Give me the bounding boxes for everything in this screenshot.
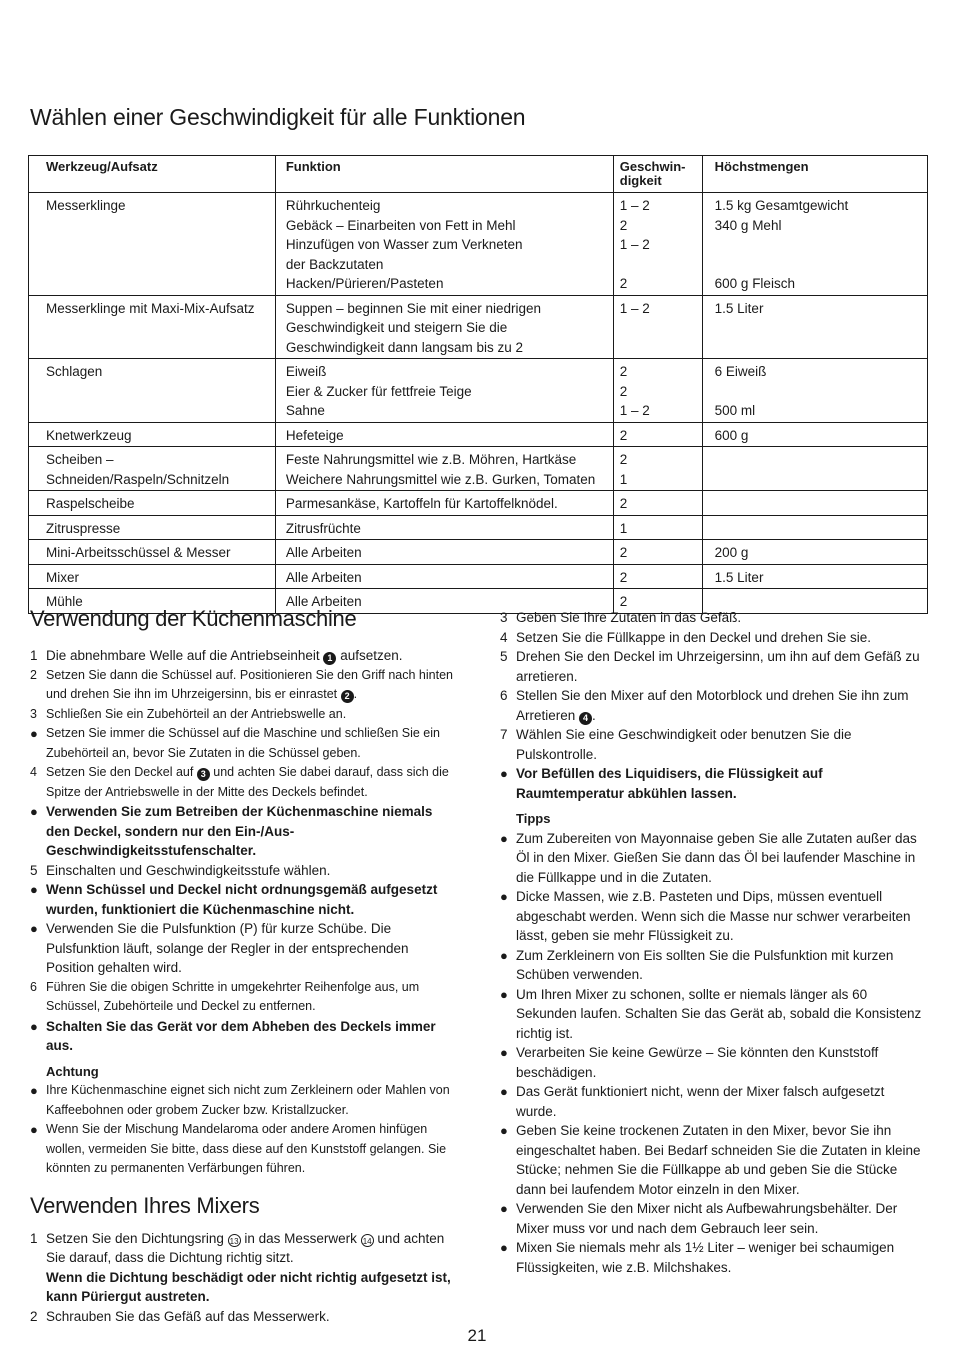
table-header-row bbox=[29, 156, 928, 193]
cell-line: Suppen – beginnen Sie mit einer niedrigen bbox=[285, 300, 542, 316]
cell-line: 2 bbox=[619, 496, 628, 511]
cell-line: Zitrusfrüchte bbox=[285, 520, 361, 536]
bullet-icon: ● bbox=[30, 921, 38, 936]
bullet-icon: ● bbox=[500, 947, 508, 963]
cell-line: Parmesankäse, Kartoffeln für Kartoffelknödel. bbox=[285, 496, 558, 511]
step-text: Schalten Sie das Gerät vor dem Abheben des Deckels immer aus. bbox=[46, 1018, 436, 1053]
cell-max bbox=[702, 422, 927, 447]
cell-line: 1 – 2 bbox=[619, 300, 650, 316]
cell-max bbox=[702, 193, 927, 296]
page-number: 21 bbox=[467, 1326, 487, 1345]
list-item bbox=[30, 880, 460, 919]
cell-tool bbox=[29, 295, 276, 359]
list-item bbox=[30, 1307, 460, 1327]
cell-tool bbox=[29, 540, 276, 565]
cell-speed bbox=[613, 564, 702, 589]
cell-line: 200 g bbox=[714, 545, 749, 560]
part-4-icon: 4 bbox=[579, 712, 592, 725]
cell-line: Mini-Arbeitsschüssel & Messer bbox=[46, 545, 231, 560]
cell-line: 1.5 Liter bbox=[714, 300, 764, 316]
table-row bbox=[29, 491, 928, 516]
step-text: Führen Sie die obigen Schritte in umgekehrter Reihenfolge aus, um Schüssel, Zubehörteile und Deckel zu entfernen. bbox=[46, 979, 420, 1013]
list-item bbox=[30, 705, 460, 725]
cell-line: Gebäck – Einarbeiten von Fett in Mehl bbox=[285, 217, 516, 233]
cell-speed bbox=[613, 447, 702, 491]
step-text: Drehen Sie den Deckel im Uhrzeigersinn, um ihn auf dem Gefäß zu arretieren. bbox=[516, 649, 920, 684]
cell-line: 600 g Fleisch bbox=[714, 276, 795, 291]
cell-line: Sahne bbox=[285, 403, 325, 418]
step-number: 3 bbox=[500, 610, 508, 625]
cell-line: Alle Arbeiten bbox=[285, 569, 362, 585]
header-tool: Werkzeug/Aufsatz bbox=[29, 156, 276, 193]
cell-line bbox=[715, 235, 921, 255]
step-text: Um Ihren Mixer zu schonen, sollte er niemals länger als 60 Sekunden laufen. Schalten Sie das Gerät ab, sobald die Konsistenz richtig ist. bbox=[516, 986, 922, 1041]
cell-line: Zitruspresse bbox=[46, 520, 121, 536]
cell-line: Geschwindigkeit dann langsam bis zu 2 bbox=[285, 339, 523, 355]
cell-speed bbox=[613, 540, 702, 565]
step-text: Stellen Sie den Mixer auf den Motorblock und drehen Sie ihn zum Arretieren bbox=[516, 688, 909, 723]
step-text: und achten Sie dabei darauf, dass sich die Spitze der Antriebswelle in der Mitte des Deckels befindet. bbox=[46, 765, 449, 799]
step-text: Ihre Küchenmaschine eignet sich nicht zum Zerkleinern oder Mahlen von Kaffeebohnen oder grobem Zucker bzw. Kristallzucker. bbox=[46, 1083, 450, 1117]
cell-line bbox=[715, 382, 921, 402]
cell-line: Messerklinge mit Maxi-Mix-Aufsatz bbox=[46, 300, 255, 316]
step-text: Setzen Sie die Füllkappe in den Deckel und drehen Sie sie. bbox=[516, 629, 871, 645]
left-column bbox=[30, 606, 460, 1326]
bullet-icon: ● bbox=[500, 1084, 508, 1099]
step-text: Geben Sie Ihre Zutaten in das Gefäß. bbox=[516, 610, 742, 625]
cell-function bbox=[275, 359, 613, 423]
cell-max bbox=[702, 564, 927, 589]
cell-line: Hefeteige bbox=[285, 427, 344, 443]
step-text: Wählen Sie eine Geschwindigkeit oder benutzen Sie die Pulskontrolle. bbox=[516, 727, 852, 762]
part-13-icon: 13 bbox=[228, 1234, 241, 1247]
list-item bbox=[500, 887, 928, 946]
cell-line: 2 bbox=[619, 452, 628, 467]
list-item bbox=[30, 646, 460, 666]
part-14-icon: 14 bbox=[361, 1234, 374, 1247]
cell-line: 2 bbox=[619, 217, 628, 233]
cell-max bbox=[702, 491, 927, 516]
cell-line: 6 Eiweiß bbox=[714, 364, 767, 379]
table-row bbox=[29, 422, 928, 447]
step-text: Geben Sie keine trockenen Zutaten in den Mixer, bevor Sie ihn eingeschaltet haben. Bei Bedarf schneiden Sie die Zutaten in kleine Stücke; nehmen Sie die Füllkappe ab und geben Sie die Stücke dann bei laufendem Motor einzeln in den Mixer. bbox=[516, 1123, 921, 1197]
bullet-icon: ● bbox=[500, 1201, 508, 1216]
section-heading-kitchen: Verwendung der Küchenmaschine bbox=[30, 606, 357, 631]
table-row bbox=[29, 447, 928, 491]
cell-line: 340 g Mehl bbox=[714, 217, 782, 233]
section-heading-mixer: Verwenden Ihres Mixers bbox=[30, 1192, 260, 1218]
step-text: Die abnehmbare Welle auf die Antriebseinheit bbox=[46, 648, 324, 663]
cell-line: der Backzutaten bbox=[285, 256, 384, 272]
step-number: 6 bbox=[30, 979, 37, 994]
step-text: . bbox=[353, 687, 358, 701]
cell-function bbox=[275, 540, 613, 565]
cell-line: Feste Nahrungsmittel wie z.B. Möhren, Hartkäse bbox=[285, 452, 577, 467]
cell-line: Rührkuchenteig bbox=[285, 198, 381, 213]
step-number: 2 bbox=[30, 667, 37, 682]
step-text: Das Gerät funktioniert nicht, wenn der Mixer falsch aufgesetzt wurde. bbox=[516, 1084, 885, 1119]
bullet-icon: ● bbox=[500, 889, 508, 904]
page-title: Wählen einer Geschwindigkeit für alle Funktionen bbox=[30, 104, 526, 130]
cell-speed bbox=[613, 422, 702, 447]
list-item bbox=[30, 724, 460, 763]
cell-line: 2 bbox=[619, 383, 628, 399]
cell-tool bbox=[29, 359, 276, 423]
cell-line: 1.5 kg Gesamtgewicht bbox=[714, 198, 849, 213]
bullet-icon: ● bbox=[30, 882, 38, 897]
cell-line: 2 bbox=[619, 594, 628, 609]
cell-max bbox=[702, 447, 927, 491]
list-item bbox=[500, 725, 928, 764]
step-text: Zum Zubereiten von Mayonnaise geben Sie alle Zutaten außer das Öl in den Mixer. Gießen Sie dann das Öl bei laufender Maschine in die Füllkappe und in die Zutaten. bbox=[516, 830, 917, 885]
list-item bbox=[30, 1229, 460, 1307]
list-item bbox=[500, 647, 928, 686]
cell-function bbox=[275, 515, 613, 540]
part-3-icon: 3 bbox=[197, 768, 210, 781]
list-item bbox=[500, 1238, 928, 1277]
step-text: Wenn Schüssel und Deckel nicht ordnungsgemäß aufgesetzt wurden, funktioniert die Küchenmaschine nicht. bbox=[46, 882, 438, 917]
cell-line: Alle Arbeiten bbox=[285, 545, 362, 560]
list-item bbox=[500, 1043, 928, 1082]
step-text: Dicke Massen, wie z.B. Pasteten und Dips, müssen eventuell abgeschabt werden. Wenn sich die Masse nur schwer verarbeiten lässt, geben sie mehr Flüssigkeit zu. bbox=[516, 889, 911, 943]
cell-line: Hacken/Pürieren/Pasteten bbox=[285, 276, 444, 291]
cell-speed bbox=[613, 491, 702, 516]
cell-line: 1.5 Liter bbox=[714, 569, 764, 585]
mixer-steps-right bbox=[500, 608, 928, 764]
step-text: in das Messerwerk bbox=[240, 1230, 361, 1246]
cell-line: Hinzufügen von Wasser zum Verkneten bbox=[285, 237, 523, 252]
bullet-icon: ● bbox=[30, 1122, 38, 1137]
part-1-icon: 1 bbox=[323, 652, 336, 665]
list-item bbox=[500, 985, 928, 1044]
cell-function bbox=[275, 422, 613, 447]
step-text: Zum Zerkleinern von Eis sollten Sie die Pulsfunktion mit kurzen Schüben verwenden. bbox=[516, 947, 894, 982]
table-row bbox=[29, 540, 928, 565]
step-text: Setzen Sie den Deckel auf bbox=[46, 765, 197, 779]
list-item bbox=[30, 802, 460, 861]
tips-heading: Tipps bbox=[516, 811, 551, 826]
bullet-icon: ● bbox=[500, 766, 508, 781]
tips-list bbox=[500, 829, 928, 1278]
table-body bbox=[29, 193, 928, 614]
table-row bbox=[29, 359, 928, 423]
list-item bbox=[30, 919, 460, 978]
step-number: 1 bbox=[30, 648, 38, 663]
cell-speed bbox=[613, 193, 702, 296]
bullet-icon: ● bbox=[30, 1018, 38, 1034]
cell-line: Alle Arbeiten bbox=[285, 594, 362, 609]
mixer-steps-left bbox=[30, 1229, 460, 1327]
list-item bbox=[500, 628, 928, 648]
cell-line: Messerklinge bbox=[46, 198, 126, 213]
bullet-icon: ● bbox=[30, 804, 38, 819]
cell-line: 2 bbox=[619, 427, 628, 443]
bullet-icon: ● bbox=[500, 986, 508, 1002]
cell-line: 2 bbox=[619, 276, 628, 291]
step-text: Setzen Sie immer die Schüssel auf die Maschine und schließen Sie ein Zubehörteil an, bevor Sie Zutaten in die Schüssel geben. bbox=[46, 726, 440, 760]
cell-function bbox=[275, 447, 613, 491]
list-item bbox=[500, 946, 928, 985]
table-row bbox=[29, 515, 928, 540]
list-item bbox=[500, 608, 928, 628]
cell-line: Geschwindigkeit und steigern Sie die bbox=[285, 320, 508, 335]
step-number: 3 bbox=[30, 706, 37, 721]
list-item bbox=[30, 666, 460, 705]
cell-function bbox=[275, 295, 613, 359]
step-number: 5 bbox=[30, 862, 38, 878]
list-item bbox=[500, 1082, 928, 1121]
step-text: Wenn Sie der Mischung Mandelaroma oder andere Aromen hinfügen wollen, vermeiden Sie bitte, dass diese auf den Kunststoff gelangen. Sie könnten zu permanenten Verfärbungen führen. bbox=[46, 1122, 447, 1175]
step-text: Setzen Sie den Dichtungsring bbox=[46, 1230, 228, 1246]
cell-line: 1 – 2 bbox=[619, 237, 650, 252]
step-number: 4 bbox=[30, 765, 37, 779]
list-item bbox=[30, 1081, 460, 1120]
step-text: Verwenden Sie die Pulsfunktion (P) für kurze Schübe. Die Pulsfunktion läuft, solange der Regler in der entsprechenden Position gehalten wird. bbox=[46, 921, 409, 975]
step-number: 1 bbox=[30, 1230, 38, 1246]
cell-tool bbox=[29, 447, 276, 491]
part-2-icon: 2 bbox=[341, 690, 354, 703]
step-text: Mixen Sie niemals mehr als 1½ Liter – weniger bei schaumigen Flüssigkeiten, wie z.B. Milchshakes. bbox=[516, 1240, 895, 1275]
list-item bbox=[500, 686, 928, 725]
step-text: Setzen Sie dann die Schüssel auf. Positionieren Sie den Griff nach hinten und drehen Sie ihn im Uhrzeigersinn, bis er einrastet bbox=[46, 667, 453, 701]
bullet-icon: ● bbox=[500, 1045, 508, 1060]
list-item bbox=[500, 1199, 928, 1238]
caution-heading: Achtung bbox=[46, 1063, 99, 1079]
header-max: Höchstmengen bbox=[702, 156, 927, 193]
cell-line: Schneiden/Raspeln/Schnitzeln bbox=[46, 471, 230, 487]
list-item bbox=[30, 861, 460, 881]
cell-line: 1 – 2 bbox=[619, 403, 650, 418]
speed-table bbox=[28, 155, 928, 614]
step-number: 4 bbox=[500, 629, 508, 645]
cell-max bbox=[702, 359, 927, 423]
cell-speed bbox=[613, 515, 702, 540]
cell-line bbox=[620, 255, 696, 275]
step-text: aufsetzen. bbox=[336, 648, 403, 663]
cell-line: Knetwerkzeug bbox=[46, 427, 132, 443]
cell-max bbox=[702, 295, 927, 359]
step-text: Schließen Sie ein Zubehörteil an der Antriebswelle an. bbox=[46, 706, 347, 721]
header-function: Funktion bbox=[275, 156, 613, 193]
cell-speed bbox=[613, 295, 702, 359]
list-item bbox=[30, 1017, 460, 1056]
step-text: und achten Sie darauf, dass die Dichtung richtig sitzt. bbox=[46, 1230, 445, 1265]
list-item bbox=[500, 829, 928, 888]
step-text: Verwenden Sie den Mixer nicht als Aufbewahrungsbehälter. Der Mixer muss vor und nach dem Gebrauch leer sein. bbox=[516, 1201, 898, 1236]
cell-tool bbox=[29, 422, 276, 447]
list-item bbox=[30, 1120, 460, 1179]
cell-line: 500 ml bbox=[714, 403, 756, 418]
step-number: 5 bbox=[500, 649, 508, 664]
cell-function bbox=[275, 564, 613, 589]
cell-line: Eiweiß bbox=[285, 364, 327, 379]
bullet-icon: ● bbox=[500, 1123, 508, 1138]
cell-line: Raspelscheibe bbox=[46, 496, 135, 511]
cell-line: 1 bbox=[619, 471, 628, 487]
bullet-icon: ● bbox=[500, 1240, 508, 1255]
right-column bbox=[500, 608, 928, 1277]
cell-line: Scheiben – bbox=[46, 452, 114, 467]
cell-tool bbox=[29, 193, 276, 296]
cell-speed bbox=[613, 359, 702, 423]
step-text: Verarbeiten Sie keine Gewürze – Sie könnten den Kunststoff beschädigen. bbox=[516, 1045, 879, 1080]
cell-line: Mixer bbox=[46, 569, 79, 585]
table-row bbox=[29, 193, 928, 296]
list-item bbox=[30, 978, 460, 1017]
cell-line: 1 – 2 bbox=[619, 198, 650, 213]
liquid-warning: Vor Befüllen des Liquidisers, die Flüssigkeit auf Raumtemperatur abkühlen lassen. bbox=[516, 766, 823, 801]
cell-tool bbox=[29, 564, 276, 589]
cell-max bbox=[702, 515, 927, 540]
list-item bbox=[30, 763, 460, 802]
cell-tool bbox=[29, 491, 276, 516]
cell-line: Mühle bbox=[46, 594, 83, 609]
kitchen-steps bbox=[30, 646, 460, 1056]
table-row bbox=[29, 564, 928, 589]
cell-max bbox=[702, 540, 927, 565]
list-item bbox=[500, 764, 928, 803]
step-text: Einschalten und Geschwindigkeitsstufe wählen. bbox=[46, 862, 331, 878]
cell-line: Eier & Zucker für fettfreie Teige bbox=[285, 383, 472, 399]
list-item bbox=[500, 1121, 928, 1199]
header-speed: Geschwin- digkeit bbox=[613, 156, 702, 193]
step-number: 2 bbox=[30, 1308, 38, 1324]
step-number: 7 bbox=[500, 727, 508, 742]
cell-line: 2 bbox=[619, 545, 628, 560]
cell-line: 600 g bbox=[714, 427, 749, 443]
bullet-icon: ● bbox=[500, 830, 508, 846]
cell-line: 2 bbox=[619, 569, 628, 585]
step-number: 6 bbox=[500, 688, 508, 703]
bullet-icon: ● bbox=[30, 726, 38, 741]
caution-list bbox=[30, 1081, 460, 1179]
cell-tool bbox=[29, 515, 276, 540]
cell-line: Schlagen bbox=[46, 364, 103, 379]
seal-warning: Wenn die Dichtung beschädigt oder nicht richtig aufgesetzt ist, kann Püriergut austreten. bbox=[46, 1269, 451, 1304]
cell-line: 2 bbox=[619, 364, 628, 379]
cell-line bbox=[715, 255, 921, 275]
cell-line: 1 bbox=[619, 520, 628, 536]
cell-function bbox=[275, 193, 613, 296]
cell-function bbox=[275, 491, 613, 516]
step-text: Schrauben Sie das Gefäß auf das Messerwerk. bbox=[46, 1308, 330, 1324]
table-row bbox=[29, 295, 928, 359]
cell-line: Weichere Nahrungsmittel wie z.B. Gurken, Tomaten bbox=[285, 471, 596, 487]
bullet-icon: ● bbox=[30, 1083, 38, 1098]
step-text: Verwenden Sie zum Betreiben der Küchenmaschine niemals den Deckel, sondern nur den Ein-/Aus-Geschwindigkeitsstufenschalter. bbox=[46, 804, 433, 858]
step-text: . bbox=[592, 707, 596, 723]
